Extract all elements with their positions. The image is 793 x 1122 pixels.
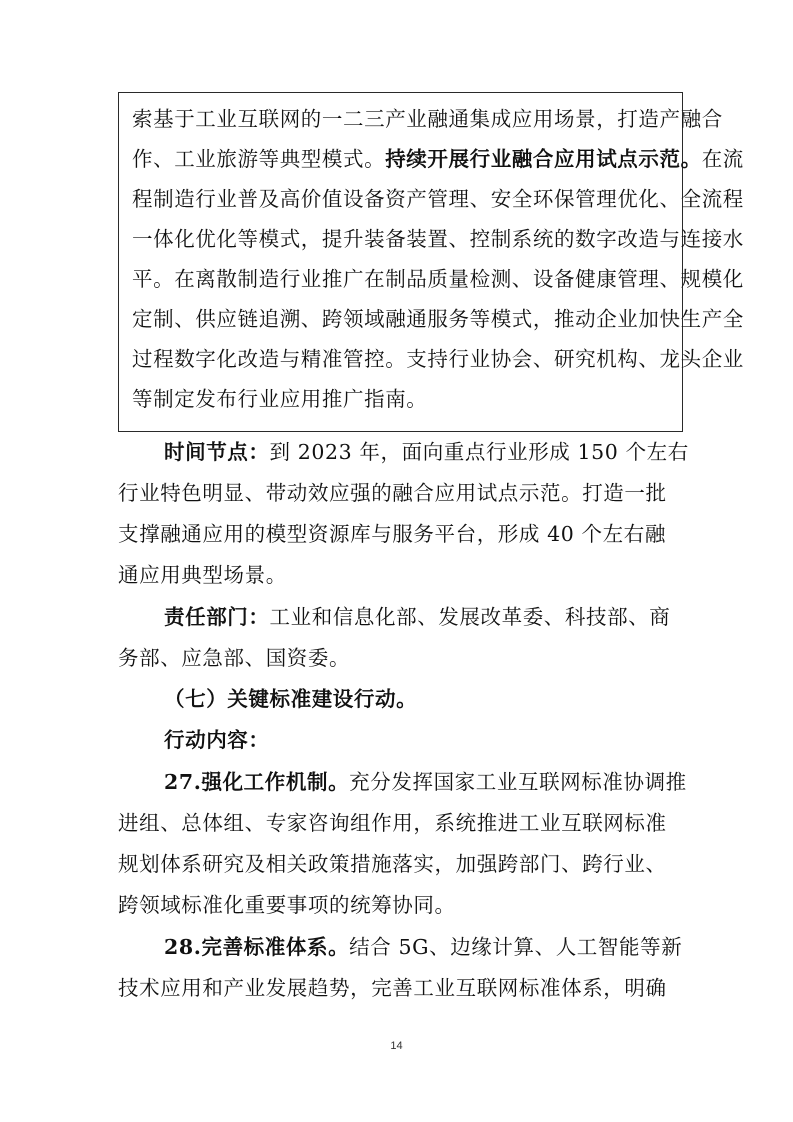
item-28-title: 28.完善标准体系。 — [164, 935, 350, 959]
action-content-label: 行动内容： — [164, 728, 270, 752]
box-line-1: 索基于工业互联网的一二三产业融通集成应用场景，打造产融合 — [132, 107, 723, 131]
highlight-box — [118, 92, 744, 432]
item-27-line-1 — [164, 768, 687, 796]
item-28-line-1 — [164, 933, 682, 961]
time-node-line-1 — [164, 438, 689, 466]
box-line-5: 平。在离散制造行业推广在制品质量检测、设备健康管理、规模化 — [132, 267, 744, 291]
responsible-text-1: 工业和信息化部、发展改革委、科技部、商 — [269, 605, 671, 629]
box-bold-phrase: 持续开展行业融合应用试点示范。 — [385, 147, 702, 171]
time-node-label: 时间节点： — [164, 440, 270, 464]
box-line-2 — [132, 145, 744, 173]
section-heading: （七）关键标准建设行动。 — [164, 687, 418, 711]
box-line-6: 定制、供应链追溯、跨领域融通服务等模式，推动企业加快生产全 — [132, 307, 744, 331]
item-27-line-4: 跨领域标准化重要事项的统筹协同。 — [118, 893, 456, 917]
time-node-line-3: 支撑融通应用的模型资源库与服务平台，形成 40 个左右融 — [118, 522, 666, 546]
item-27-text-1: 充分发挥国家工业互联网标准协调推 — [349, 770, 687, 794]
box-line-2-text: 作、工业旅游等典型模式。 — [132, 147, 386, 171]
item-27-title: 27.强化工作机制。 — [164, 770, 350, 794]
box-line-4: 一体化优化等模式，提升装备装置、控制系统的数字改造与连接水 — [132, 227, 744, 251]
item-27-line-3: 规划体系研究及相关政策措施落实，加强跨部门、跨行业、 — [118, 852, 667, 876]
responsible-label: 责任部门： — [164, 605, 270, 629]
time-node-line-2: 行业特色明显、带动效应强的融合应用试点示范。打造一批 — [118, 481, 667, 505]
box-line-3: 程制造行业普及高价值设备资产管理、安全环保管理优化、全流程 — [132, 187, 744, 211]
time-node-text-1: 到 2023 年，面向重点行业形成 150 个左右 — [269, 440, 689, 464]
box-line-7: 过程数字化改造与精准管控。支持行业协会、研究机构、龙头企业 — [132, 347, 744, 371]
box-line-2-tail: 在流 — [701, 147, 744, 171]
responsible-line-1 — [164, 603, 670, 631]
responsible-line-2: 务部、应急部、国资委。 — [118, 646, 351, 670]
item-28-line-2: 技术应用和产业发展趋势，完善工业互联网标准体系，明确 — [118, 976, 667, 1000]
item-27-line-2: 进组、总体组、专家咨询组作用，系统推进工业互联网标准 — [118, 811, 667, 835]
item-28-text-1: 结合 5G、边缘计算、人工智能等新 — [349, 935, 683, 959]
time-node-line-4: 通应用典型场景。 — [118, 563, 287, 587]
box-line-8: 等制定发布行业应用推广指南。 — [132, 387, 428, 411]
page-number: 14 — [390, 1040, 403, 1052]
